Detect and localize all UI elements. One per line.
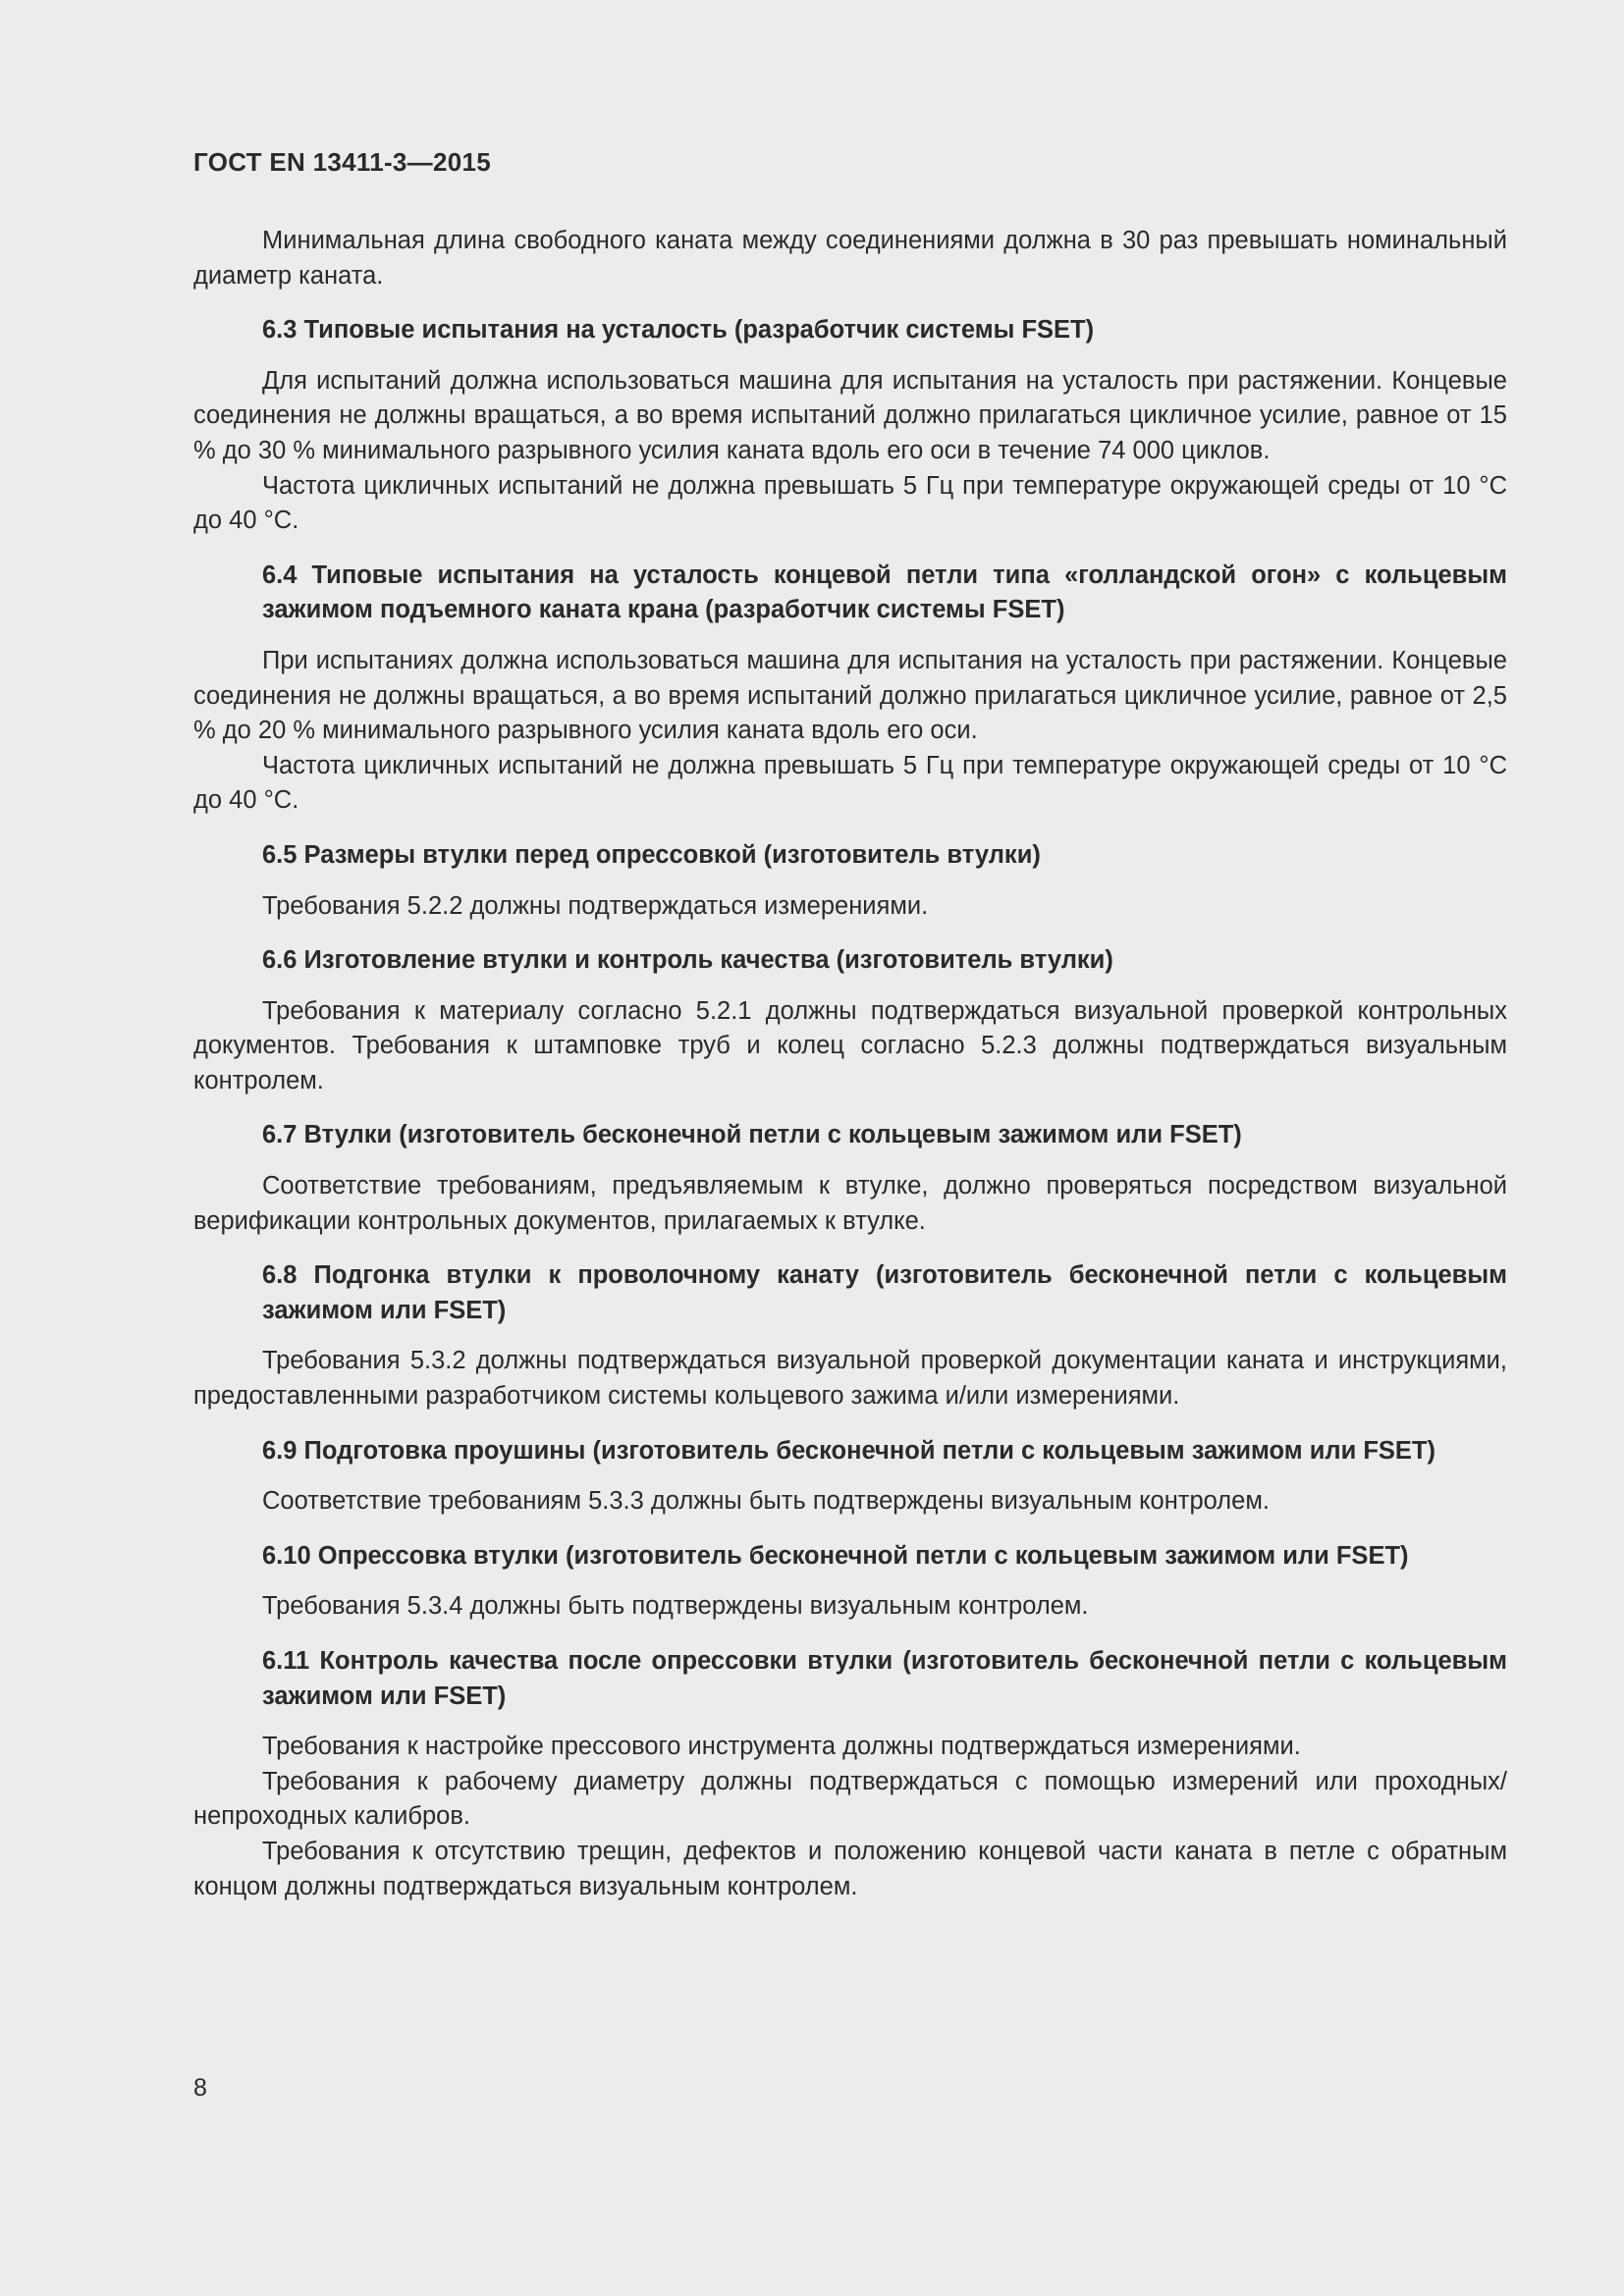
section-paragraph: Соответствие требованиям, предъявляемым к втулке, должно проверяться посредством визуальной верификации контрольных документов, прилагаемых к втулке. (193, 1172, 1507, 1235)
section-6-6 (193, 943, 1507, 1098)
section-heading: 6.4 Типовые испытания на усталость концевой петли типа «голландской огон» с кольцевым зажимом подъемного каната крана (разработчик системы FSET) (262, 561, 1507, 624)
section-paragraph: При испытаниях должна использоваться машина для испытания на усталость при растяжении. Концевые соединения не должны вращаться, а во время испытаний должно прилагаться цикличное усилие, равное от 2,5 % до 20 % минимального разрывного усилия каната вдоль его оси. (193, 646, 1507, 745)
section-6-4 (193, 559, 1507, 819)
section-paragraph: Соответствие требованиям 5.3.3 должны быть подтверждены визуальным контролем. (262, 1487, 1270, 1516)
section-6-7 (193, 1118, 1507, 1239)
section-6-5 (193, 838, 1507, 924)
section-paragraph: Требования к настройке прессового инструмента должны подтверждаться измерениями. (262, 1733, 1301, 1761)
section-heading: 6.10 Опрессовка втулки (изготовитель бесконечной петли с кольцевым зажимом или FSET) (262, 1541, 1409, 1570)
section-paragraph: Для испытаний должна использоваться машина для испытания на усталость при растяжении. Концевые соединения не должны вращаться, а во время испытаний должно прилагаться цикличное усилие, равное от 15 % до 30 % минимального разрывного усилия каната вдоль его оси в течение 74 000 циклов. (193, 366, 1507, 464)
section-paragraph: Требования 5.3.4 должны быть подтверждены визуальным контролем. (262, 1592, 1089, 1621)
section-paragraph: Требования 5.3.2 должны подтверждаться визуальной проверкой документации каната и инструкциями, предоставленными разработчиком системы кольцевого зажима и/или измерениями. (193, 1347, 1507, 1411)
page-number: 8 (193, 2074, 207, 2102)
section-heading: 6.9 Подготовка проушины (изготовитель бесконечной петли с кольцевым зажимом или FSET) (262, 1436, 1436, 1465)
section-6-10 (193, 1539, 1507, 1625)
section-6-3 (193, 313, 1507, 539)
document-body (193, 224, 1507, 1904)
section-heading: 6.6 Изготовление втулки и контроль качества (изготовитель втулки) (262, 946, 1113, 975)
section-6-8 (193, 1258, 1507, 1414)
section-heading: 6.11 Контроль качества после опрессовки втулки (изготовитель бесконечной петли с кольцевым зажимом или FSET) (262, 1647, 1507, 1710)
section-heading: 6.7 Втулки (изготовитель бесконечной петли с кольцевым зажимом или FSET) (262, 1121, 1242, 1149)
section-6-11 (193, 1644, 1507, 1904)
section-paragraph: Частота цикличных испытаний не должна превышать 5 Гц при температуре окружающей среды от 10 °С до 40 °С. (193, 751, 1507, 815)
section-paragraph: Требования к рабочему диаметру должны подтверждаться с помощью измерений или проходных/непроходных калибров. (193, 1767, 1507, 1831)
section-heading: 6.5 Размеры втулки перед опрессовкой (изготовитель втулки) (262, 840, 1041, 869)
document-id-header: ГОСТ EN 13411-3—2015 (193, 147, 492, 177)
section-paragraph: Требования к отсутствию трещин, дефектов и положению концевой части каната в петле с обратным концом должны подтверждаться визуальным контролем. (193, 1837, 1507, 1900)
section-paragraph: Требования к материалу согласно 5.2.1 должны подтверждаться визуальной проверкой контрольных документов. Требования к штамповке труб и колец согласно 5.2.3 должны подтверждаться визуальным контролем. (193, 996, 1507, 1095)
section-paragraph: Частота цикличных испытаний не должна превышать 5 Гц при температуре окружающей среды от 10 °С до 40 °С. (193, 471, 1507, 535)
section-paragraph: Требования 5.2.2 должны подтверждаться измерениями. (262, 891, 929, 920)
section-6-9 (193, 1434, 1507, 1520)
section-heading: 6.3 Типовые испытания на усталость (разработчик системы FSET) (262, 316, 1095, 345)
intro-paragraph: Минимальная длина свободного каната между соединениями должна в 30 раз превышать номинальный диаметр каната. (193, 227, 1507, 290)
section-heading: 6.8 Подгонка втулки к проволочному канату (изготовитель бесконечной петли с кольцевым зажимом или FSET) (262, 1261, 1507, 1324)
